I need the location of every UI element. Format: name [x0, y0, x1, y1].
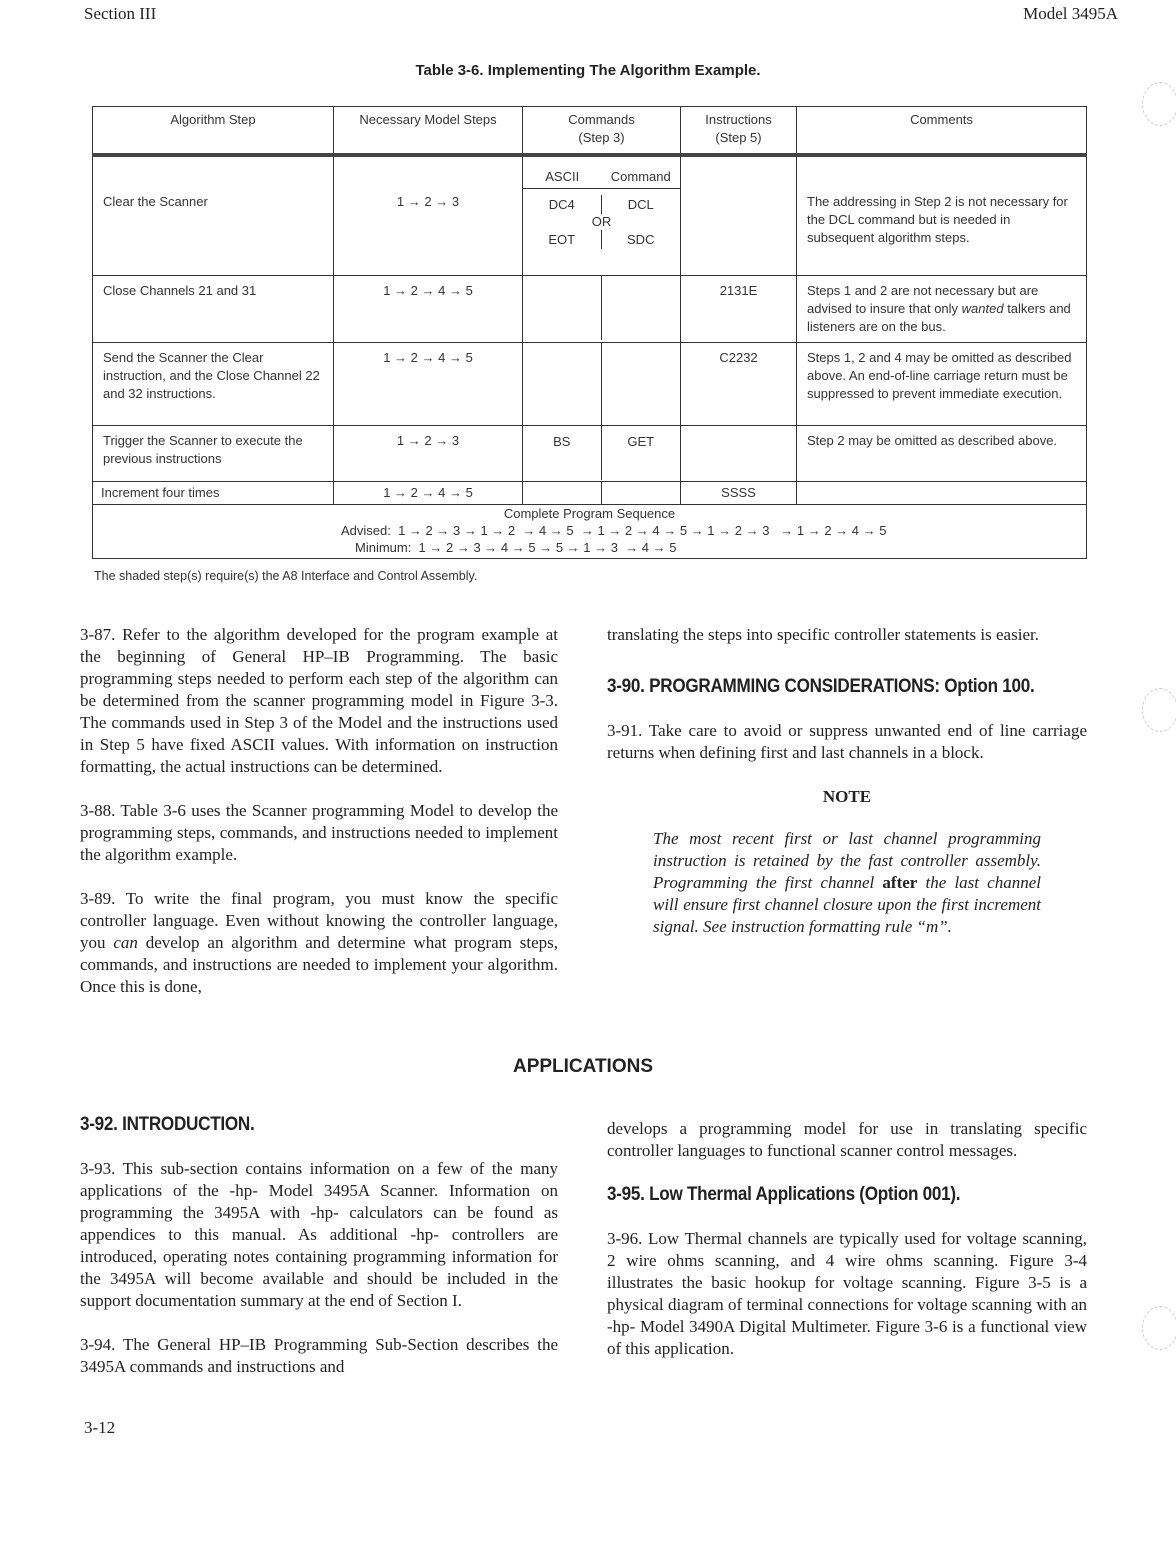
left-column-bottom — [80, 1114, 558, 1400]
comment-text: talkers and listeners are on the bus. — [807, 300, 1071, 334]
model-label: Model 3495A — [1023, 4, 1118, 23]
col-header: Comments — [797, 107, 1087, 156]
cell-model: 1 → 2 → 4 → 5 — [334, 275, 523, 342]
sequence-advised: Advised: 1 → 2 → 3 → 1 → 2 → 4 → 5 → 1 → 2 → 4 → 5 → 1 → 2 → 3 → 1 → 2 → 4 → 5 — [341, 522, 887, 538]
sequence-minimum: Minimum: 1 → 2 → 3 → 4 → 5 → 5 → 1 → 3 → 4 → 5 — [355, 539, 677, 555]
text: the last channel will ensure first channel closure upon the first increment signal. See instruction formatting rule “m”. — [653, 873, 1041, 936]
cell-ascii: BS — [523, 426, 602, 480]
paragraph-3-91: 3-91. Take care to avoid or suppress unwanted end of line carriage returns when defining first and last channels in a block. — [607, 721, 1087, 762]
sequence-row — [93, 504, 1087, 558]
binder-hole — [1142, 688, 1176, 732]
cell-step: Close Channels 21 and 31 — [93, 275, 334, 342]
col-header: Commands (Step 3) — [523, 107, 681, 156]
right-column-bottom — [607, 1118, 1087, 1382]
heading-3-92: 3-92. INTRODUCTION. — [80, 1114, 255, 1135]
emphasis: can — [113, 933, 138, 952]
table-footnote: The shaded step(s) require(s) the A8 Interface and Control Assembly. — [94, 569, 478, 583]
paragraph-3-93: 3-93. This sub-section contains information on a few of the many applications of the -hp- Model 3495A Scanner. Information on programming the 3495A with -hp- calculators can be found as appendices to this manual. As additional -hp- controllers are introduced, operating notes containing programming information for the 3495A will become available and should be included in the support documentation summary at the end of Section I. — [80, 1159, 558, 1310]
comment-text: Steps 1 and 2 are not necessary but are advised to insure that only — [807, 282, 1039, 316]
paragraph-3-87: 3-87. Refer to the algorithm developed for the program example at the beginning of General HP–IB Programming. The basic programming steps needed to perform each step of the algorithm can be determined from the scanner programming model in Figure 3-3. The commands used in Step 3 of the Model and the instructions used in Step 5 have fixed ASCII values. With information on instruction formatting, the actual instructions can be determined. — [80, 625, 558, 776]
left-column-top — [80, 624, 558, 1020]
ascii-label: ASCII — [545, 169, 580, 184]
cell-comment — [797, 481, 1087, 504]
table-header-row — [93, 107, 1087, 156]
table-row — [93, 155, 1087, 275]
section-heading-applications: APPLICATIONS — [512, 1056, 654, 1077]
sequence-title: Complete Program Sequence — [503, 505, 676, 521]
cell-instr: 2131E — [681, 275, 797, 342]
col-header: Instructions (Step 5) — [681, 107, 797, 156]
heading-3-95: 3-95. Low Thermal Applications (Option 001). — [607, 1184, 961, 1205]
table-row — [93, 481, 1087, 504]
cell-cmd: SDC — [627, 232, 655, 247]
paragraph-3-88: 3-88. Table 3-6 uses the Scanner programming Model to develop the programming steps, commands, and instructions needed to implement the algorithm example. — [80, 801, 558, 864]
cell-instr: C2232 — [681, 342, 797, 425]
paragraph-3-94-cont: develops a programming model for use in translating specific controller languages to functional scanner control messages. — [607, 1119, 1087, 1160]
page-number: 3-12 — [84, 1418, 116, 1437]
note-title: NOTE — [822, 787, 872, 806]
cell-model: 1 → 2 → 4 → 5 — [334, 342, 523, 425]
cell-instr — [681, 155, 797, 275]
cell-comment: Step 2 may be omitted as described above. — [797, 425, 1087, 481]
cell-step: Increment four times — [93, 481, 334, 504]
table-row — [93, 425, 1087, 481]
table-row — [93, 342, 1087, 425]
cell-cmd: GET — [627, 433, 655, 449]
or-label: OR — [591, 214, 612, 229]
text: develop an algorithm and determine what program steps, commands, and instructions are needed to implement your algorithm. Once this is done, — [80, 933, 558, 996]
text: 3-89. To write the final program, you must know the specific controller language. Even without knowing the controller language, you — [80, 889, 558, 952]
emphasis: after — [882, 873, 918, 892]
command-label: Command — [610, 169, 671, 184]
col-header: Algorithm Step — [93, 107, 334, 156]
cell-comment: The addressing in Step 2 is not necessary for the DCL command but is needed in subsequent algorithm steps. — [797, 155, 1087, 275]
cell-instr — [681, 425, 797, 481]
right-column-top — [607, 624, 1087, 960]
cell-model: 1 → 2 → 3 — [334, 155, 523, 275]
heading-3-90: 3-90. PROGRAMMING CONSIDERATIONS: Option 100. — [607, 676, 1035, 697]
section-label: Section III — [84, 4, 157, 23]
algorithm-table — [92, 106, 1087, 559]
paragraph-3-96: 3-96. Low Thermal channels are typically used for voltage scanning, 2 wire ohms scanning, and 4 wire ohms scanning. Figure 3-4 illustrates the basic hookup for voltage scanning. Figure 3-5 is a physical diagram of terminal connections for voltage scanning with an -hp- Model 3490A Digital Multimeter. Figure 3-6 is a functional view of this application. — [607, 1229, 1087, 1358]
cell-ascii: EOT — [523, 230, 602, 249]
cell-ascii: DC4 — [523, 195, 602, 214]
cell-step: Send the Scanner the Clear instruction, and the Close Channel 22 and 32 instructions. — [93, 342, 334, 425]
cell-model: 1 → 2 → 3 — [334, 425, 523, 481]
cell-comment: Steps 1, 2 and 4 may be omitted as described above. An end-of-line carriage return must be suppressed to prevent immediate execution. — [797, 342, 1087, 425]
note-text — [607, 828, 1087, 938]
table-row — [93, 275, 1087, 342]
col-header: Necessary Model Steps — [334, 107, 523, 156]
cell-model: 1 → 2 → 4 → 5 — [334, 481, 523, 504]
cell-step: Trigger the Scanner to execute the previous instructions — [93, 425, 334, 481]
cell-step: Clear the Scanner — [93, 155, 334, 275]
comment-emphasis: wanted — [961, 300, 1004, 316]
cell-instr: SSSS — [681, 481, 797, 504]
paragraph-3-89-cont: translating the steps into specific controller statements is easier. — [607, 625, 1039, 644]
table-title: Table 3-6. Implementing The Algorithm Example. — [415, 62, 761, 79]
text: The most recent first or last channel programming instruction is retained by the fast controller assembly. Programming the first channel — [653, 829, 1041, 892]
cell-cmd: DCL — [627, 197, 654, 212]
binder-hole — [1142, 1306, 1176, 1350]
cell-comment — [797, 275, 1087, 342]
paragraph-3-94: 3-94. The General HP–IB Programming Sub-Section describes the 3495A commands and instructions and — [80, 1335, 558, 1376]
binder-hole — [1142, 82, 1176, 126]
paragraph-3-89 — [80, 888, 558, 998]
